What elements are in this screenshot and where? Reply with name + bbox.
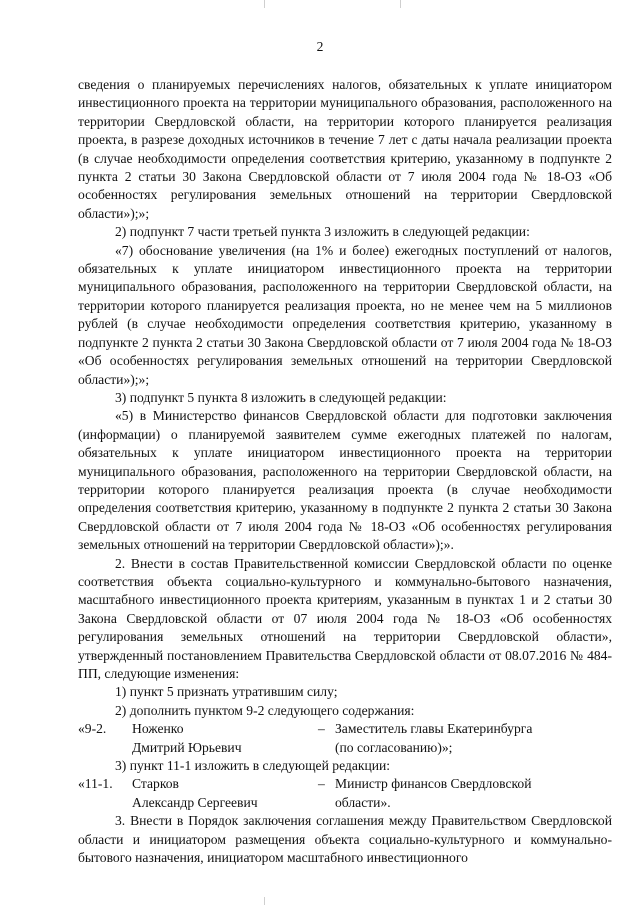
member-surname: Ноженко xyxy=(132,721,184,737)
member-entry xyxy=(78,720,612,757)
scan-mark xyxy=(400,0,401,8)
paragraph: 2. Внести в состав Правительственной комиссии Свердловской области по оценке соответствия объекта социально-культурного и коммунально-бытового назначения, масштабного инвестиционного проекта критериям, указанным в пунктах 1 и 2 статьи 30 Закона Свердловской области от 07 июля 2004 года № 18-ОЗ «Об особенностях регулирования земельных отношений на территории Свердловской области», утвержденный постановлением Правительства Свердловской области от 08.07.2016 № 484-ПП, следующие изменения: xyxy=(78,555,612,681)
paragraph: 2) подпункт 7 части третьей пункта 3 изложить в следующей редакции: xyxy=(115,224,530,240)
member-given-name: Александр Сергеевич xyxy=(132,794,258,810)
paragraph: 2) дополнить пунктом 9-2 следующего содержания: xyxy=(115,702,415,718)
entry-number: «9-2. xyxy=(78,721,107,737)
member-role-continuation: области». xyxy=(335,794,391,810)
paragraph: сведения о планируемых перечислениях налогов, обязательных к уплате инициатором инвестиционного проекта на территории муниципального образования, расположенного на территории Свердловской области, на территории которого планируется реализация проекта, в разрезе доходных источников в течение 7 лет с даты начала реализации проекта (в случае необходимости определения соответствия критерию, указанному в подпункте 2 пункта 2 статьи 30 Закона Свердловской области от 7 июля 2004 года № 18-ОЗ «Об особенностях регулирования земельных отношений на территории Свердловской области»);»; xyxy=(78,77,612,221)
entry-number: «11-1. xyxy=(78,776,113,792)
member-role: Министр финансов Свердловской xyxy=(335,776,532,792)
paragraph: 3) подпункт 5 пункта 8 изложить в следующей редакции: xyxy=(115,389,447,405)
member-given-name: Дмитрий Юрьевич xyxy=(132,739,242,755)
paragraph: «7) обоснование увеличения (на 1% и более) ежегодных поступлений от налогов, обязательных к уплате инициатором инвестиционного проекта на территории муниципального образования, расположенного на территории Свердловской области, на территории которого планируется реализация проекта, но не менее чем на 5 миллионов рублей (в случае необходимости определения соответствия критерию, указанному в подпункте 2 пункта 2 статьи 30 Закона Свердловской области от 7 июля 2004 года № 18-ОЗ «Об особенностях регулирования земельных отношений на территории Свердловской области»);»; xyxy=(78,242,612,387)
paragraph: «5) в Министерство финансов Свердловской области для подготовки заключения (информации) о планируемой заявителем сумме ежегодных платежей по налогам, обязательных к уплате инициатором инвестиционного проекта на территории муниципального образования, расположенного на территории Свердловской области, на территории которого планируется реализация проекта (в случае необходимости определения соответствия критерию, указанному в подпункте 2 пункта 2 статьи 30 Закона Свердловской области от 7 июля 2004 года № 18-ОЗ «Об особенностях регулирования земельных отношений на территории Свердловской области»);». xyxy=(78,408,612,553)
paragraph: 3. Внести в Порядок заключения соглашения между Правительством Свердловской области и инициатором размещения объекта социально-культурного и коммунально-бытового назначения, инициатором масштабного инвестиционного xyxy=(78,813,612,865)
member-role: Заместитель главы Екатеринбурга xyxy=(335,721,533,737)
document-body xyxy=(78,76,612,867)
entry-dash: – xyxy=(318,721,325,737)
member-role-continuation: (по согласованию)»; xyxy=(335,739,453,755)
paragraph: 1) пункт 5 признать утратившим силу; xyxy=(115,684,338,700)
scan-mark xyxy=(264,0,265,8)
page-number: 2 xyxy=(316,39,324,54)
scan-mark xyxy=(264,897,265,905)
paragraph: 3) пункт 11-1 изложить в следующей редакции: xyxy=(115,758,391,773)
entry-dash: – xyxy=(318,776,325,792)
member-entry xyxy=(78,775,612,812)
member-surname: Старков xyxy=(132,776,179,792)
